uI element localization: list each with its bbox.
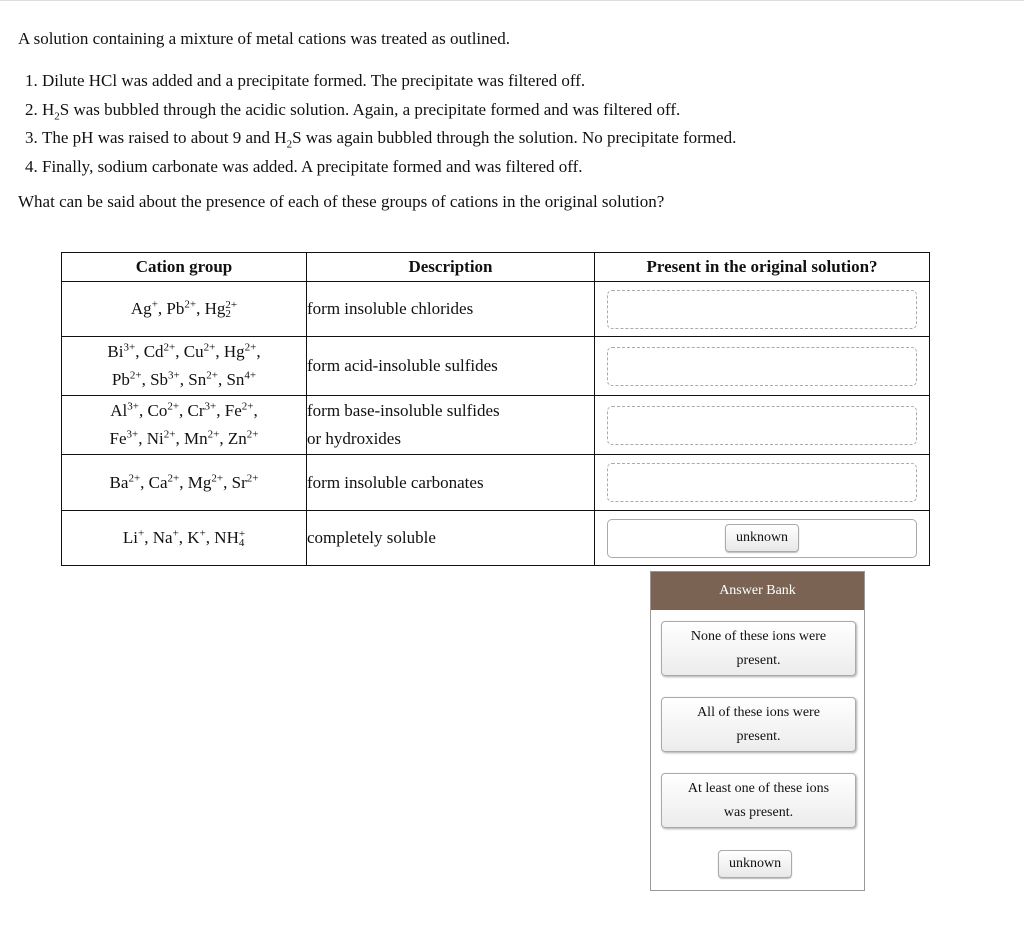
ion-charge: 3+	[126, 428, 139, 441]
ion-symbol: Li	[122, 528, 139, 547]
answer-bank	[650, 571, 865, 891]
ion-charge: 3+	[204, 400, 217, 413]
ion-symbol: Sb	[150, 370, 169, 389]
ion-symbol: NH	[214, 528, 239, 547]
ion	[144, 342, 176, 361]
table-row	[62, 282, 930, 337]
ion-symbol: Ag	[130, 299, 152, 318]
ion	[110, 429, 139, 448]
ion	[110, 401, 139, 420]
cation-group-cell	[62, 455, 307, 511]
cation-group-cell	[62, 282, 307, 337]
ion-charge: +	[199, 527, 206, 540]
option-all-present[interactable]: All of these ions were present.	[661, 697, 856, 752]
ion-symbol: Ca	[148, 472, 168, 492]
ion-line: $Pb^{2+}$, $Sb^{3+}$, $Sn^{2+}$, $Sn^{4+}$	[111, 369, 257, 389]
intro-text: A solution containing a mixture of metal cations was treated as outlined.	[18, 29, 510, 48]
ion-charge-stack	[225, 301, 237, 319]
procedure-step	[42, 124, 736, 153]
table-row	[62, 511, 930, 566]
ion-symbol: Ba	[109, 472, 129, 492]
answer-drop-zone[interactable]	[607, 290, 917, 329]
option-at-least-one[interactable]: At least one of these ions was present.	[661, 773, 856, 828]
step-text: Finally, sodium carbonate was added. A precipitate formed and was filtered off.	[42, 156, 583, 176]
ion	[123, 528, 144, 547]
header-description: Description	[307, 253, 595, 282]
ion	[150, 370, 180, 389]
ion-line: $Al^{3+}$, $Co^{2+}$, $Cr^{3+}$, $Fe^{2+}$,	[110, 400, 258, 420]
description-cell	[307, 282, 595, 337]
description-cell	[307, 396, 595, 455]
ion-line: Ag+, $Pb^{2+}$, Hg 2+ 2	[130, 298, 238, 321]
ion-symbol: Cd	[143, 342, 164, 361]
ion-charge: +	[238, 528, 246, 541]
ion-charge: 2+	[128, 471, 141, 484]
ion-charge: 2+	[167, 400, 180, 413]
present-cell	[595, 337, 930, 396]
ion	[131, 299, 158, 318]
ion	[224, 342, 257, 361]
description-cell	[307, 511, 595, 566]
step-text: S was bubbled through the acidic solution. Again, a precipitate formed and was filtered off.	[59, 99, 681, 119]
question-text: What can be said about the presence of each of these groups of cations in the original solution?	[18, 192, 665, 211]
ion	[184, 342, 216, 361]
table-row	[62, 455, 930, 511]
procedure-steps	[20, 67, 736, 181]
answer-drop-zone[interactable]	[607, 463, 917, 502]
ion-charge: +	[138, 527, 145, 540]
ion-charge: 2+	[184, 298, 197, 311]
ion-charge: 4+	[244, 369, 257, 382]
cation-group-cell	[62, 337, 307, 396]
header-present: Present in the original solution?	[595, 253, 930, 282]
procedure-step	[42, 96, 736, 125]
ion-charge: 2+	[163, 428, 176, 441]
ion-symbol: Mn	[183, 429, 208, 448]
description-cell	[307, 455, 595, 511]
ion	[184, 429, 219, 448]
ion	[166, 299, 196, 318]
ion	[187, 528, 206, 547]
description-text: completely soluble	[307, 528, 436, 547]
present-cell	[595, 455, 930, 511]
ion-symbol: K	[187, 528, 200, 547]
answer-chip[interactable]: unknown	[725, 524, 799, 552]
ion-symbol: Fe	[109, 429, 127, 448]
ion	[147, 401, 179, 420]
ion-charge: +	[151, 298, 158, 311]
ion	[228, 429, 259, 448]
cation-table	[61, 252, 930, 566]
ion-charge: 3+	[168, 369, 180, 382]
subscript: 2	[54, 109, 60, 122]
step-text: Dilute HCl was added and a precipitate formed. The precipitate was filtered off.	[42, 71, 586, 90]
ion-charge: 2+	[167, 471, 180, 484]
ion-charge: 2+	[203, 341, 216, 354]
ion-symbol: Cr	[187, 401, 205, 420]
ion	[232, 473, 259, 492]
ion-symbol: Sn	[188, 370, 207, 389]
ion-charge: 2+	[211, 471, 224, 484]
step-text: S was again bubbled through the solution. No precipitate formed.	[292, 128, 737, 147]
ion	[188, 401, 217, 420]
ion	[188, 370, 218, 389]
ion-charge: 3+	[127, 400, 139, 413]
description-text: form insoluble carbonates	[307, 472, 484, 492]
ion-symbol: Bi	[107, 342, 124, 361]
ion	[226, 370, 256, 389]
ion-charge: 2+	[244, 341, 257, 354]
present-cell	[595, 511, 930, 566]
table-row	[62, 337, 930, 396]
ion-symbol: Sn	[226, 370, 245, 389]
ion	[225, 401, 254, 420]
ion-symbol: Sr	[231, 472, 247, 492]
procedure-step	[42, 153, 736, 182]
ion-symbol: Na	[152, 528, 173, 547]
ion-charge-stack	[239, 530, 245, 548]
ion-charge: +	[172, 527, 179, 540]
ion-charge: 2+	[206, 369, 218, 382]
ion-charge: 2+	[207, 428, 220, 441]
present-cell	[595, 396, 930, 455]
ion-line: $Bi^{3+}$, $Cd^{2+}$, $Cu^{2+}$, $Hg^{2+}$,	[107, 341, 261, 361]
ion	[153, 528, 179, 547]
ion	[107, 342, 135, 361]
ion-line: Li+, Na+, K+, NH + 4	[122, 527, 246, 550]
description-text: form insoluble chlorides	[307, 299, 474, 318]
unknown-chip[interactable]: unknown	[718, 850, 792, 878]
ion-charge: 2+	[225, 299, 238, 312]
cation-group-cell	[62, 396, 307, 455]
header-cation-group: Cation group	[62, 253, 307, 282]
step-text: H	[42, 99, 55, 119]
ion	[149, 473, 180, 492]
ion-symbol: Zn	[227, 429, 247, 448]
subscript: 2	[286, 138, 293, 151]
ion-symbol: Co	[147, 401, 168, 420]
ion-line: $Fe^{3+}$, $Ni^{2+}$, $Mn^{2+}$, $Zn^{2+}$	[109, 428, 259, 448]
answer-drop-zone[interactable]	[607, 406, 917, 445]
ion-symbol: Cu	[183, 342, 204, 361]
ion-symbol: Pb	[166, 299, 185, 318]
present-cell	[595, 282, 930, 337]
description-cell	[307, 337, 595, 396]
ion	[204, 299, 238, 321]
description-text: form acid-insoluble sulfides	[307, 356, 498, 375]
cation-group-cell	[62, 511, 307, 566]
ion-charge: 2+	[129, 369, 142, 382]
table-row	[62, 396, 930, 455]
ion-charge: 3+	[123, 341, 136, 354]
ion	[214, 528, 246, 550]
description-text: form base-insoluble sulfides	[307, 401, 500, 420]
step-text: The pH was raised to about 9 and H	[42, 128, 287, 147]
ion-symbol: Ni	[146, 429, 164, 448]
ion-charge: 2+	[246, 471, 259, 484]
ion-symbol: Hg	[204, 299, 226, 318]
ion-symbol: Al	[110, 401, 128, 420]
ion-subscript: 4	[238, 537, 245, 550]
ion-symbol: Fe	[224, 401, 242, 420]
ion	[147, 429, 176, 448]
ion-line: $Ba^{2+}$, $Ca^{2+}$, $Mg^{2+}$, $Sr^{2+}$	[109, 471, 259, 492]
ion	[188, 473, 223, 492]
ion-charge: 2+	[246, 428, 259, 441]
answer-drop-zone[interactable]	[607, 519, 917, 558]
answer-drop-zone[interactable]	[607, 347, 917, 386]
ion-symbol: Mg	[187, 472, 212, 492]
procedure-step	[42, 67, 736, 96]
option-none-present[interactable]: None of these ions were present.	[661, 621, 856, 676]
ion-charge: 2+	[241, 400, 254, 413]
ion	[110, 473, 141, 492]
ion-subscript: 2	[225, 308, 231, 321]
ion-symbol: Hg	[223, 342, 245, 361]
description-text: or hydroxides	[307, 429, 401, 448]
ion-symbol: Pb	[111, 370, 130, 389]
ion	[112, 370, 142, 389]
answer-bank-title: Answer Bank	[651, 572, 864, 610]
ion-charge: 2+	[163, 341, 176, 354]
